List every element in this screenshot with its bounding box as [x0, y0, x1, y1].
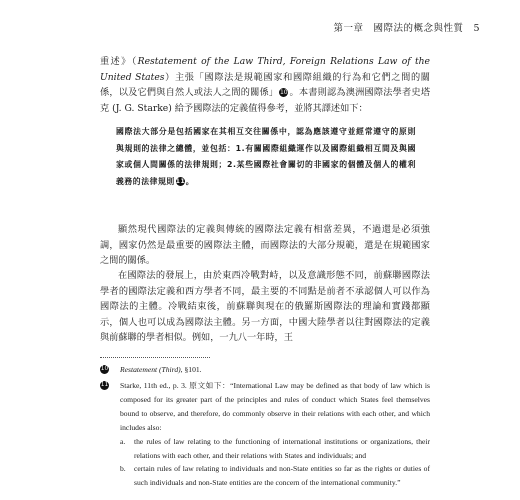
footnote-ref-10[interactable]: 10 [279, 89, 288, 97]
footnote-10-title: Restatement (Third) [120, 365, 181, 374]
item-b-label: b. [120, 464, 126, 474]
footnote-marker-11: 11 [100, 382, 109, 388]
footnote-10 [100, 363, 430, 377]
restatement-title: Restatement of the Law Third, Foreign Relations Law of the United States [100, 56, 430, 83]
quote-end: 。 [185, 176, 195, 186]
footnote-11-item-b [120, 462, 430, 490]
para1-s4: 。本書則認為澳洲國際法學者史塔克 (J. G. Starke) 給予國際法的定義值得參考，並將其譯述如下： [100, 87, 431, 114]
chapter-title: 第一章 國際法的概念與性質 [333, 23, 464, 34]
footnote-marker-10: 10 [100, 366, 109, 372]
footnote-11 [100, 379, 430, 490]
footnote-10-tail: , §101. [180, 365, 202, 374]
para1-s3: ）主張「國際法是規範國家和國際組織的行為和它們之間的關係，以及它們與自然人或法人之間的關係」 [100, 71, 430, 99]
footnote-11-text: Starke, 11th ed., p. 3. 原文如下：“International Law may be defined as that body of law which is composed for its greater part of the principles and rules of conduct which States feel themselves bound to observe, and therefore, do commonly observe in their relations with each other, and which includes also: [120, 381, 430, 432]
para1-s1: 重述》（ [100, 56, 138, 67]
block-quote [116, 124, 416, 190]
quote-text: 國際法大部分是包括國家在其相互交往關係中，認為應該遵守並經常遵守的原則與規則的法律之總體，並包括：1.有關國際組織運作以及國際組織相互間及與國家或個人間關係的法律規則；2.某些國際社會關切的非國家的個體及個人的權利義務的法律規則 [116, 127, 416, 186]
item-a-text: the rules of law relating to the functioning of international institutions or organizations, their relations with each other, and their relations with States and individuals; and [134, 436, 430, 460]
item-b-text: certain rules of law relating to individuals and non-State entities so far as the rights or duties of such individuals and non-State entities are the concern of the international community.” [134, 464, 430, 488]
footnote-11-item-a [120, 435, 430, 463]
running-header [90, 20, 480, 34]
paragraph-2: 顯然現代國際法的定義與傳統的國際法定義有相當差異，不過還是必須強調，國家仍然是最重要的國際法主體，而國際法的大部分規範，還是在規範國家之間的關係。 [100, 224, 430, 267]
paragraph-3: 在國際法的發展上，由於東西冷戰對峙，以及意識形態不同，前蘇聯國際法學者的國際法定義和西方學者不同，最主要的不同點是前者不承認個人可以作為國際法的主體。冷戰結束後，前蘇聯與現在的俄羅斯國際法的理論和實踐都顯示，個人也可以成為國際法主體。另一方面，中國大陸學者以往對國際法的定義與前蘇聯的學者相似。例如，一九八一年時，王 [100, 270, 430, 344]
footnote-divider [100, 357, 210, 358]
paragraph-1 [100, 54, 430, 116]
footnote-ref-11[interactable]: 11 [175, 177, 186, 185]
page-number: 5 [473, 23, 480, 34]
item-a-label: a. [120, 436, 126, 446]
